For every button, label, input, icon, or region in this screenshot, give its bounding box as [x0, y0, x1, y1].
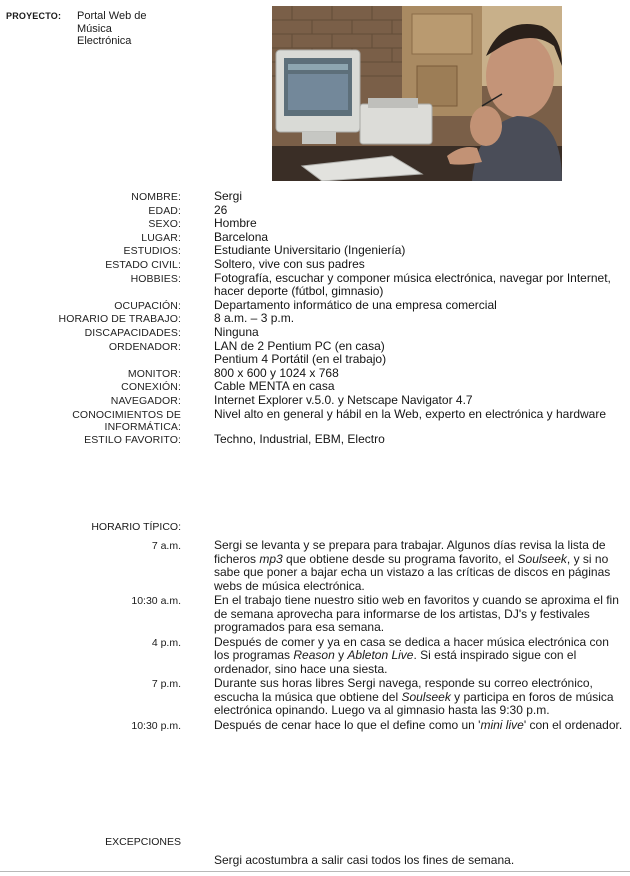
profile-value: Nivel alto en general y hábil en la Web, experto en electrónica y hardware: [214, 406, 607, 421]
profile-row-monitor: [0, 367, 630, 381]
page-bottom-rule: [0, 871, 630, 872]
profile-row-estilo-favorito: [0, 433, 630, 447]
profile-row-lugar: [0, 231, 630, 245]
profile-row-sexo: [0, 217, 630, 231]
profile-value: Sergi: [214, 189, 243, 203]
profile-value: Cable MENTA en casa: [214, 379, 335, 394]
exceptions-text: Sergi acostumbra a salir casi todos los fines de semana.: [214, 853, 515, 867]
profile-label: HORARIO DE TRABAJO:: [58, 313, 181, 326]
profile-value: LAN de 2 Pentium PC (en casa): [214, 338, 385, 353]
profile-value: Ninguna: [214, 324, 259, 339]
profile-value: Barcelona: [214, 229, 269, 244]
schedule-time: 10:30 p.m.: [131, 719, 181, 732]
profile-label: NOMBRE:: [131, 191, 181, 203]
schedule-list: [0, 539, 630, 733]
schedule-time: 10:30 a.m.: [131, 595, 181, 607]
profile-value: 800 x 600 y 1024 x 768: [214, 365, 339, 380]
schedule-description: Después de comer y ya en casa se dedica a hacer música electrónica con los programas Reason y Ableton Live. Si está inspirado sigue con el ordenador, sino hace una siesta.: [214, 634, 609, 676]
profile-row-horario-trabajo: [0, 312, 630, 326]
project-name-line: Electrónica: [77, 35, 132, 47]
profile-label: LUGAR:: [141, 231, 181, 244]
schedule-entry: [0, 636, 630, 677]
profile-value: Departamento informático de una empresa comercial: [214, 297, 497, 312]
profile-label: OCUPACIÓN:: [114, 299, 181, 312]
schedule-heading: HORARIO TÍPICO:: [91, 521, 181, 533]
project-label: PROYECTO:: [6, 11, 62, 21]
profile-label: NAVEGADOR:: [110, 394, 181, 407]
persona-profile: [0, 190, 630, 446]
profile-label: [0, 353, 181, 367]
profile-row-discapacidades: [0, 326, 630, 340]
profile-label: SEXO:: [148, 218, 181, 231]
profile-row-ordenador-2: [0, 353, 630, 367]
profile-label: ORDENADOR:: [108, 340, 181, 353]
profile-label: ESTADO CIVIL:: [105, 258, 181, 271]
italic-term: Ableton Live: [347, 648, 414, 662]
italic-term: Soulseek: [401, 689, 451, 704]
italic-term: Soulseek: [517, 551, 567, 566]
exceptions-label: EXCEPCIONES: [105, 836, 181, 848]
profile-value: Techno, Industrial, EBM, Electro: [214, 431, 385, 446]
schedule-description: Después de cenar hace lo que el define como un 'mini live' con el ordenador.: [214, 717, 623, 732]
schedule-description: En el trabajo tiene nuestro sitio web en favoritos y cuando se aproxima el fin de semana aprovecha para informarse de los artistas, DJ's y festivales programados para esa semana.: [214, 593, 619, 634]
profile-row-edad: [0, 204, 630, 218]
project-name-line: Portal Web de: [77, 10, 147, 22]
profile-value: Internet Explorer v.5.0. y Netscape Navigator 4.7: [214, 392, 473, 407]
profile-label: CONEXIÓN:: [121, 381, 181, 394]
profile-label: ESTILO FAVORITO:: [84, 433, 181, 446]
project-name-line: Música: [77, 22, 112, 35]
profile-value: Fotografía, escuchar y componer música electrónica, navegar por Internet, hacer deporte (fútbol, gimnasio): [214, 270, 611, 299]
profile-row-ordenador: [0, 340, 630, 354]
schedule-entry: [0, 719, 630, 733]
profile-row-nombre: [0, 190, 630, 204]
profile-value: Hombre: [214, 216, 257, 231]
schedule-time: 7 a.m.: [151, 540, 181, 552]
profile-value: 26: [214, 202, 228, 217]
profile-row-ocupacion: [0, 299, 630, 313]
italic-term: mini live: [480, 717, 524, 732]
profile-value: Estudiante Universitario (Ingeniería): [214, 243, 406, 258]
schedule-entry: [0, 594, 630, 635]
profile-row-navegador: [0, 394, 630, 408]
profile-value: Pentium 4 Portátil (en el trabajo): [214, 352, 387, 367]
schedule-time: 7 p.m.: [151, 678, 181, 690]
schedule-description: Durante sus horas libres Sergi navega, responde su correo electrónico, escucha la música que obtiene del Soulseek y participa en foros de música electrónica opinando. Luego va al gimnasio hasta las 9:30 p.m.: [214, 676, 614, 717]
profile-row-conocimientos: [0, 408, 630, 433]
schedule-entry: [0, 539, 630, 593]
persona-photo: [272, 6, 562, 181]
italic-term: Reason: [293, 648, 335, 662]
persona-photo-illustration: [272, 6, 562, 181]
profile-label: ESTUDIOS:: [123, 245, 181, 258]
profile-row-estado-civil: [0, 258, 630, 272]
profile-row-hobbies: [0, 272, 630, 299]
profile-value: Soltero, vive con sus padres: [214, 256, 365, 271]
profile-row-conexion: [0, 380, 630, 394]
schedule-description: Sergi se levanta y se prepara para trabajar. Algunos días revisa la lista de ficheros mp3 que obtiene desde su programa favorito, el Soulseek, y si no sabe que poner a bajar echa un vistazo a las críticas de discos en páginas webs de música electrónica.: [214, 538, 611, 593]
schedule-time: 4 p.m.: [151, 636, 181, 649]
profile-row-estudios: [0, 244, 630, 258]
profile-label: MONITOR:: [127, 367, 181, 380]
schedule-entry: [0, 677, 630, 718]
profile-label: DISCAPACIDADES:: [84, 326, 181, 339]
profile-label: EDAD:: [148, 204, 181, 217]
profile-label: CONOCIMIENTOS DE INFORMÁTICA:: [72, 408, 181, 433]
profile-value: 8 a.m. – 3 p.m.: [214, 311, 295, 326]
project-name: [77, 10, 187, 48]
profile-label: HOBBIES:: [130, 272, 181, 285]
italic-term: mp3: [259, 551, 283, 566]
